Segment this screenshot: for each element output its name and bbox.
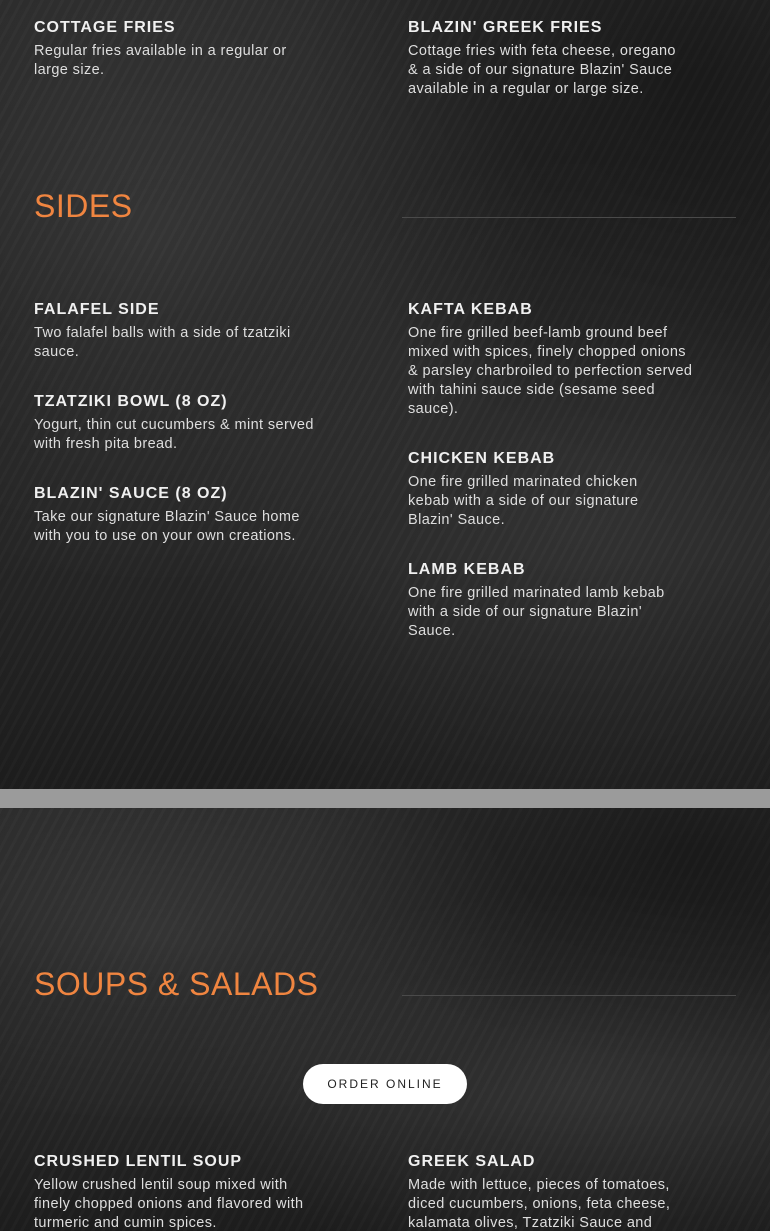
item-description: One fire grilled marinated lamb kebab with a side of our signature Blazin' Sauce. [408, 585, 665, 639]
item-title: CRUSHED LENTIL SOUP [34, 1153, 243, 1170]
menu-item-kafta-kebab [408, 300, 693, 419]
menu-item-falafel-side [34, 300, 324, 362]
item-title: FALAFEL SIDE [34, 301, 160, 318]
menu-item-tzatziki-bowl [34, 392, 324, 454]
menu-panel-bottom [0, 808, 770, 1231]
menu-item-greek-salad [408, 1152, 698, 1231]
item-title: COTTAGE FRIES [34, 19, 176, 36]
menu-item-blazin-sauce [34, 484, 324, 546]
item-title: TZATZIKI BOWL (8 OZ) [34, 393, 228, 410]
item-description: Made with lettuce, pieces of tomatoes, diced cucumbers, onions, feta cheese, kalamata olives, Tzatziki Sauce and [408, 1177, 671, 1231]
order-online-button[interactable]: ORDER ONLINE [303, 1064, 467, 1104]
item-description: Yogurt, thin cut cucumbers & mint served with fresh pita bread. [34, 417, 314, 452]
item-description: Yellow crushed lentil soup mixed with finely chopped onions and flavored with turmeric and cumin spices. [34, 1177, 304, 1231]
item-title: KAFTA KEBAB [408, 301, 533, 318]
section-heading-soups-salads: SOUPS & SALADS [34, 966, 319, 1002]
item-description: Regular fries available in a regular or large size. [34, 43, 287, 78]
menu-item-crushed-lentil-soup [34, 1152, 324, 1231]
menu-item-chicken-kebab [408, 449, 668, 530]
item-title: CHICKEN KEBAB [408, 450, 556, 467]
item-description: One fire grilled beef-lamb ground beef mixed with spices, finely chopped onions & parsley charbroiled to perfection served with tahini sauce side (sesame seed sauce). [408, 325, 693, 417]
section-heading-sides: SIDES [34, 188, 133, 224]
section-divider-line [402, 217, 736, 218]
item-title: BLAZIN' GREEK FRIES [408, 19, 603, 36]
item-title: LAMB KEBAB [408, 561, 526, 578]
menu-item-lamb-kebab [408, 560, 693, 641]
item-description: Cottage fries with feta cheese, oregano & a side of our signature Blazin' Sauce available in a regular or large size. [408, 43, 676, 97]
item-title: GREEK SALAD [408, 1153, 536, 1170]
section-divider-line [402, 995, 736, 996]
menu-item-blazin-greek-fries [408, 18, 688, 99]
item-description: Take our signature Blazin' Sauce home with you to use on your own creations. [34, 509, 300, 544]
item-description: One fire grilled marinated chicken kebab with a side of our signature Blazin' Sauce. [408, 474, 639, 528]
menu-item-cottage-fries [34, 18, 324, 80]
section-separator-band [0, 789, 770, 808]
item-title: BLAZIN' SAUCE (8 OZ) [34, 485, 228, 502]
item-description: Two falafel balls with a side of tzatziki sauce. [34, 325, 291, 360]
